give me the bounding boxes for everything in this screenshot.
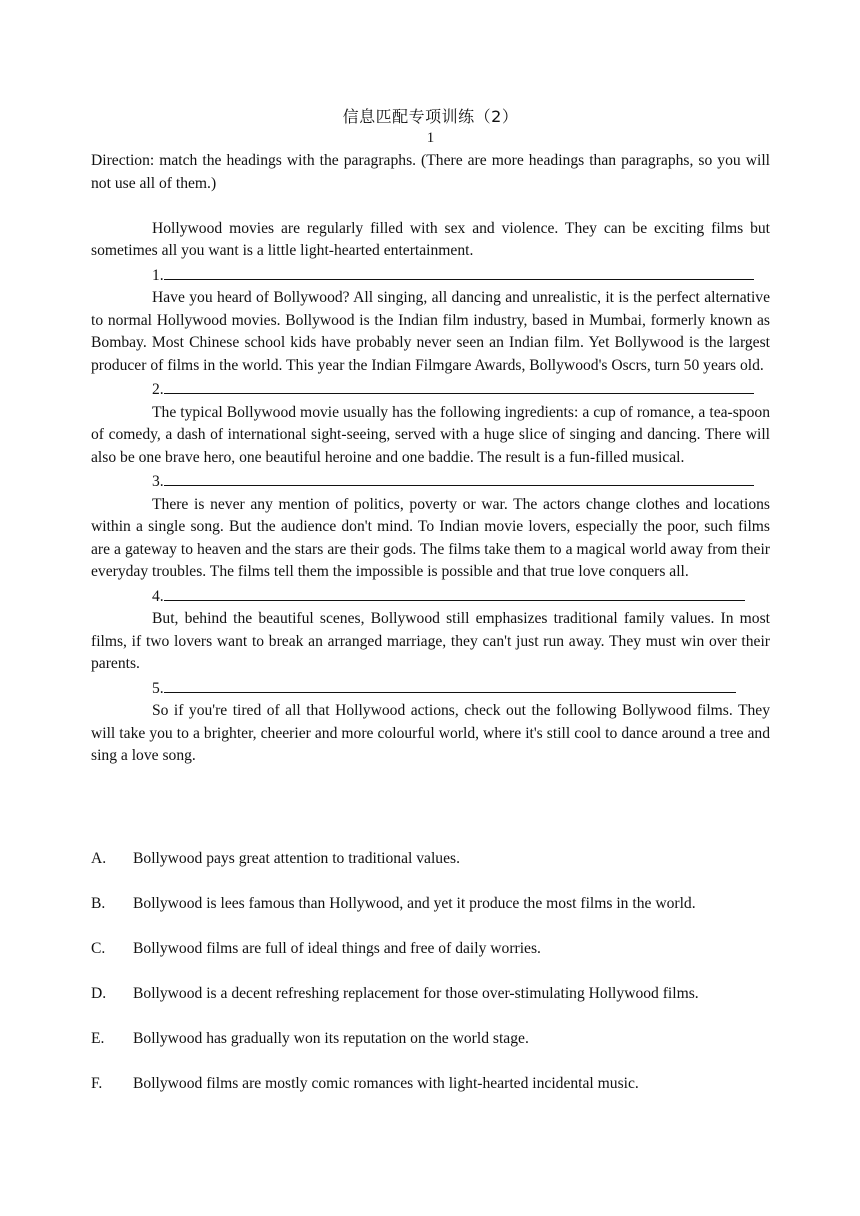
paragraph-conclusion: So if you're tired of all that Hollywood actions, check out the following Bollywood films. They will take you to a brighter, cheerier and more colourful world, where it's still cool to dance around a tree and sing a love song. — [91, 702, 770, 764]
option-text: Bollywood has gradually won its reputation on the world stage. — [133, 1030, 529, 1047]
option-e — [91, 1028, 791, 1073]
direction-text: Direction: match the headings with the paragraphs. (There are more headings than paragraphs, so you will not use all of them.) — [91, 152, 770, 192]
option-text: Bollywood films are full of ideal things and free of daily worries. — [133, 940, 541, 957]
option-a — [91, 848, 791, 893]
option-letter: A. — [91, 850, 107, 867]
option-letter: C. — [91, 940, 106, 957]
option-letter: B. — [91, 895, 106, 912]
blank-number: 5. — [152, 679, 164, 697]
option-c — [91, 938, 791, 983]
option-letter: F. — [91, 1075, 103, 1092]
blank-number: 4. — [152, 587, 164, 605]
paragraph-1: Have you heard of Bollywood? All singing, all dancing and unrealistic, it is the perfect alternative to normal Hollywood movies. Bollywood is the Indian film industry, based in Mumbai, formerly known as Bombay. Most Chinese school kids have probably never seen an Indian film. Yet Bollywood is the largest producer of films in the world. This year the Indian Filmgare Awards, Bollywood's Oscrs, turn 50 years old. — [91, 289, 770, 374]
answer-blank-5[interactable] — [91, 676, 770, 701]
answer-blank-3[interactable] — [91, 469, 770, 494]
page-number: 1 — [426, 130, 435, 146]
option-letter: D. — [91, 985, 107, 1002]
option-b — [91, 893, 791, 938]
blank-line[interactable] — [164, 469, 754, 486]
blank-number: 1. — [152, 266, 164, 284]
option-text: Bollywood is lees famous than Hollywood, and yet it produce the most films in the world. — [133, 895, 696, 912]
paragraph-4: But, behind the beautiful scenes, Bollywood still emphasizes traditional family values. In most films, if two lovers want to break an arranged marriage, they can't just run away. They must win over their parents. — [91, 610, 770, 672]
option-f — [91, 1073, 791, 1118]
option-d — [91, 983, 791, 1028]
blank-line[interactable] — [164, 377, 754, 394]
paragraph-2: The typical Bollywood movie usually has the following ingredients: a cup of romance, a tea-spoon of comedy, a dash of international sight-seeing, served with a huge slice of singing and dancing. There will also be one brave hero, one beautiful heroine and one baddie. The result is a fun-filled musical. — [91, 403, 770, 466]
blank-line[interactable] — [164, 263, 754, 280]
blank-line[interactable] — [164, 584, 745, 601]
paragraph-intro: Hollywood movies are regularly filled with sex and violence. They can be exciting films but sometimes all you want is a little light-hearted entertainment. — [91, 219, 770, 259]
blank-number: 3. — [152, 473, 164, 490]
answer-blank-4[interactable] — [91, 584, 770, 609]
option-text: Bollywood is a decent refreshing replacement for those over-stimulating Hollywood films. — [133, 985, 699, 1002]
paragraph-3: There is never any mention of politics, poverty or war. The actors change clothes and locations within a single song. But the audience don't mind. To Indian movie lovers, especially the poor, such films are a gateway to heaven and the stars are their gods. The films take them to a magical world away from their everyday troubles. The films tell them the impossible is possible and that true love conquers all. — [91, 495, 770, 580]
answer-blank-1[interactable] — [91, 263, 770, 288]
option-text: Bollywood pays great attention to traditional values. — [133, 850, 460, 867]
blank-number: 2. — [152, 381, 164, 398]
heading-options — [91, 848, 791, 1118]
blank-line[interactable] — [164, 676, 736, 693]
page-title: 信息匹配专项训练（2） — [342, 107, 519, 126]
document-body — [91, 150, 770, 768]
option-letter: E. — [91, 1030, 105, 1047]
option-text: Bollywood films are mostly comic romances with light-hearted incidental music. — [133, 1075, 639, 1092]
answer-blank-2[interactable] — [91, 377, 770, 402]
